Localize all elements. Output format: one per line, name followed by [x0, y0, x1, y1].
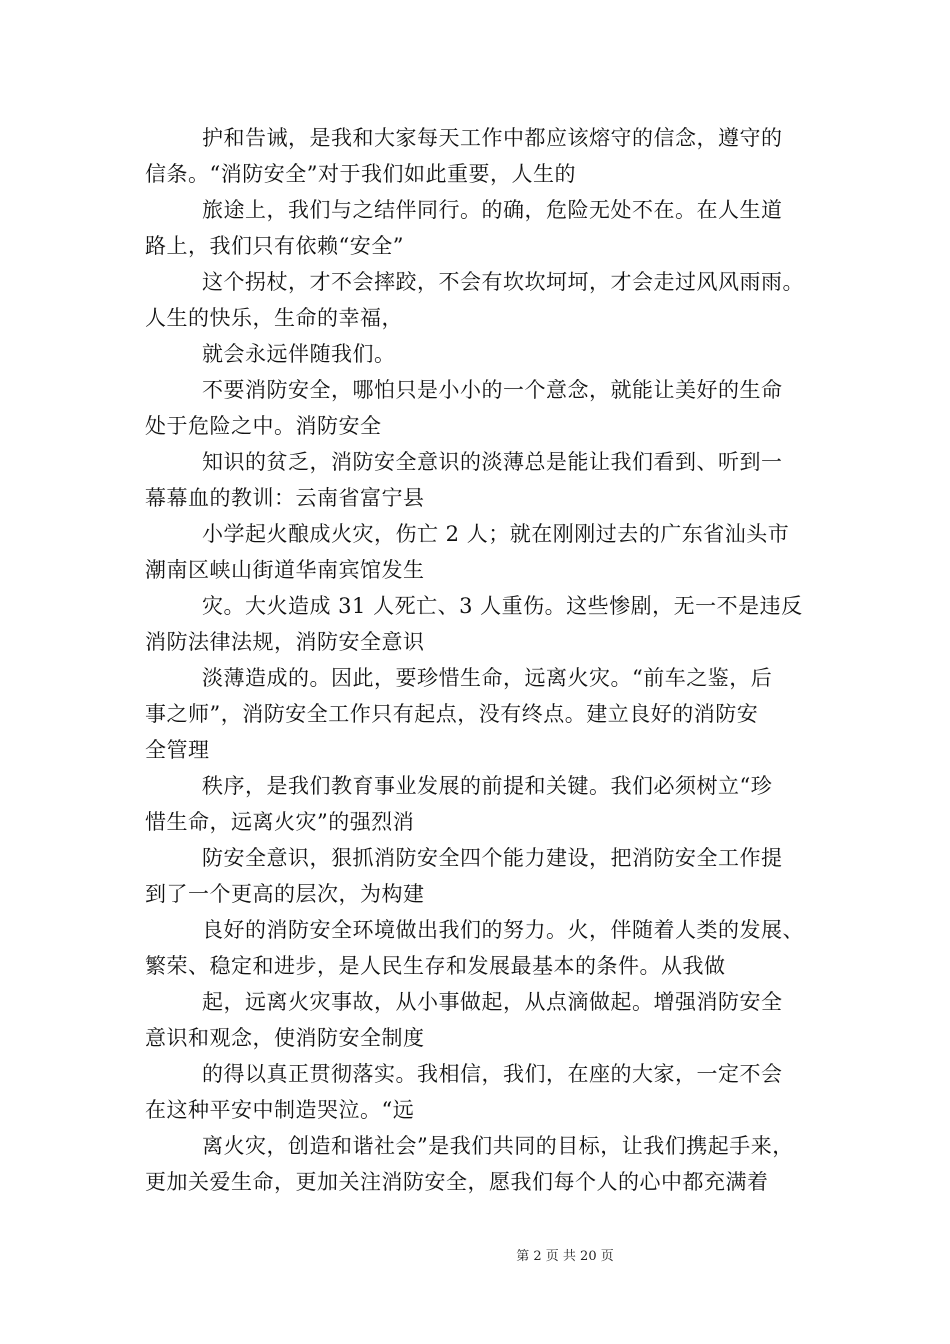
- text-line: 不要消防安全，哪怕只是小小的一个意念，就能让美好的生命: [202, 378, 783, 402]
- text-line: 旅途上，我们与之结伴同行。的确，危险无处不在。在人生道: [202, 198, 783, 222]
- text-line: 的得以真正贯彻落实。我相信，我们，在座的大家，一定不会: [202, 1062, 783, 1086]
- text-line: 信条。“消防安全”对于我们如此重要，人生的: [145, 162, 576, 186]
- text-line: 知识的贫乏，消防安全意识的淡薄总是能让我们看到、听到一: [202, 450, 783, 474]
- document-body: [145, 120, 815, 1200]
- page-number-footer: 第 2 页 共 20 页: [516, 1249, 614, 1264]
- text-line: 灾。大火造成 31 人死亡、3 人重伤。这些惨剧，无一不是违反: [202, 594, 803, 618]
- text-line: 秩序，是我们教育事业发展的前提和关键。我们必须树立“珍: [202, 774, 773, 798]
- text-line: 防安全意识，狠抓消防安全四个能力建设，把消防安全工作提: [202, 846, 783, 870]
- text-line: 起，远离火灾事故，从小事做起，从点滴做起。增强消防安全: [202, 990, 783, 1014]
- text-line: 小学起火酿成火灾，伤亡 2 人；就在刚刚过去的广东省汕头市: [202, 522, 790, 546]
- text-line: 处于危险之中。消防安全: [145, 414, 382, 438]
- text-line: 惜生命，远离火灾”的强烈消: [145, 810, 415, 834]
- text-line: 良好的消防安全环境做出我们的努力。火，伴随着人类的发展、: [202, 918, 804, 942]
- text-line: 幕幕血的教训：云南省富宁县: [145, 486, 425, 510]
- text-line: 离火灾，创造和谐社会”是我们共同的目标，让我们携起手来，: [202, 1134, 794, 1158]
- text-line: 就会永远伴随我们。: [202, 342, 396, 366]
- text-line: 消防法律法规，消防安全意识: [145, 630, 425, 654]
- text-line: 人生的快乐，生命的幸福，: [145, 306, 403, 330]
- text-line: 这个拐杖，才不会摔跤，不会有坎坎坷坷，才会走过风风雨雨。: [202, 270, 804, 294]
- text-line: 护和告诫，是我和大家每天工作中都应该熔守的信念，遵守的: [202, 126, 783, 150]
- text-line: 在这种平安中制造哭泣。“远: [145, 1098, 415, 1122]
- text-line: 事之师”，消防安全工作只有起点，没有终点。建立良好的消防安: [145, 702, 759, 726]
- text-line: 淡薄造成的。因此，要珍惜生命，远离火灾。“前车之鉴，后: [202, 666, 773, 690]
- text-line: 更加关爱生命，更加关注消防安全，愿我们每个人的心中都充满着: [145, 1170, 769, 1194]
- text-line: 到了一个更高的层次，为构建: [145, 882, 425, 906]
- text-line: 路上，我们只有依赖“安全”: [145, 234, 404, 258]
- text-line: 全管理: [145, 738, 210, 762]
- text-line: 意识和观念，使消防安全制度: [145, 1026, 425, 1050]
- text-line: 繁荣、稳定和进步，是人民生存和发展最基本的条件。从我做: [145, 954, 726, 978]
- text-line: 潮南区峡山街道华南宾馆发生: [145, 558, 425, 582]
